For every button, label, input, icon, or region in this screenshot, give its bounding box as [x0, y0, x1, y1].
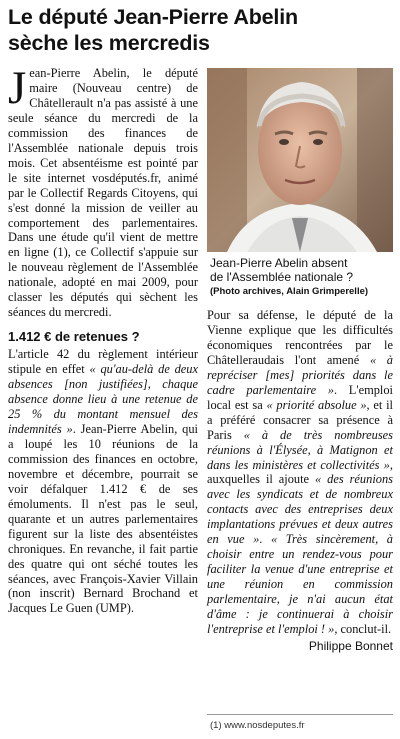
right-text-2: . L'emploi local est sa: [207, 382, 393, 412]
caption-line-2: de l'Assemblée nationale ?: [210, 270, 354, 284]
para2-text-1: L'article 42 du règlement intérieur stipule en effet: [8, 347, 198, 377]
drop-cap: J: [8, 62, 27, 114]
lead-paragraph: [8, 62, 198, 320]
headline-line-1: Le député Jean-Pierre Abelin: [8, 5, 298, 29]
body-paragraph-2: [8, 347, 198, 616]
article-headline: [8, 4, 396, 56]
right-text-1: Pour sa défense, le député de la Vienne explique que les difficultés économiques rencontrées par le Châtelleraudais l'ont amené: [207, 308, 393, 367]
left-column: [8, 62, 198, 616]
right-quote-1: « à repréciser [mes] priorités dans le cadre parlementaire »: [207, 352, 393, 397]
right-column: [207, 308, 393, 654]
right-text-6: , conclut-il.: [334, 622, 392, 637]
right-text-3: , et il a préféré consacrer sa présence à Paris: [207, 397, 393, 442]
footnote-divider: [207, 714, 393, 715]
headline-line-2: sèche les mercredis: [8, 31, 210, 55]
author-signature: Philippe Bonnet: [308, 638, 393, 653]
right-text-5: .: [259, 532, 271, 547]
right-paragraph: [207, 308, 393, 637]
photo-caption: [210, 256, 395, 299]
right-text-4: , auxquelles il ajoute: [207, 457, 393, 487]
right-quote-2: « priorité absolue »: [266, 397, 367, 412]
caption-line-1: Jean-Pierre Abelin absent: [210, 256, 348, 270]
para2-quote: « qu'au-delà de deux absences [non justifiées], chaque absence donne lieu à une retenue de 25 % du montant mensuel des indemnités »: [8, 362, 198, 436]
portrait-photo: [207, 68, 393, 252]
lead-text: ean-Pierre Abelin, le député maire (Nouveau centre) de Châtellerault n'a pas assisté à une seule séance du mercredi de la commission des finances de l'Assemblée nationale depuis trois mois. Cet absentéisme est pointé par le site internet vosdéputés.fr, animé par le Collectif Regards Citoyens, qui s'est donné la mission de veiller au comportement des parlementaires. Dans une étude qu'il vient de mettre en ligne (1), ce Collectif s'appuie sur le nouveau règlement de l'Assemblée nationale, adopté en mai 2009, pour classer les députés qui sèchent les séances du mercredi.: [8, 66, 198, 320]
section-subhead: 1.412 € de retenues ?: [8, 329, 140, 345]
right-quote-3: « à de très nombreuses réunions à l'Élysée, à Matignon et dans les ministères et collectivités »: [207, 427, 393, 472]
portrait-illustration: [207, 68, 393, 252]
para2-text-2: . Jean-Pierre Abelin, qui a loupé les 10 réunions de la commission des finances en octobre, novembre et décembre, pourrait se voir défalquer 1.412 € de ses émoluments. Il n'est pas le seul, quarante et un autres parlementaires figurent sur la liste des absentéistes chroniques. En revanche, il fait partie des quatre qui ont séché toutes les séances, avec François-Xavier Villain (non inscrit) Bernard Brochand et Jacques Le Guen (UMP).: [8, 421, 198, 616]
photo-credit: (Photo archives, Alain Grimperelle): [210, 286, 369, 297]
footnote: (1) www.nosdeputes.fr: [210, 720, 305, 731]
right-quote-4: « des réunions avec les syndicats et de nombreux contacts avec des entreprises deux implantations prévues et deux autres en vue »: [207, 472, 393, 547]
right-quote-5: « Très sincèrement, à choisir entre un rendez-vous pour faciliter la venue d'une entreprise et une réunion en commission parlementaire, je n'ai aucun état d'âme : je continuerai à choisir l'entreprise et l'emploi ! »: [207, 532, 394, 637]
